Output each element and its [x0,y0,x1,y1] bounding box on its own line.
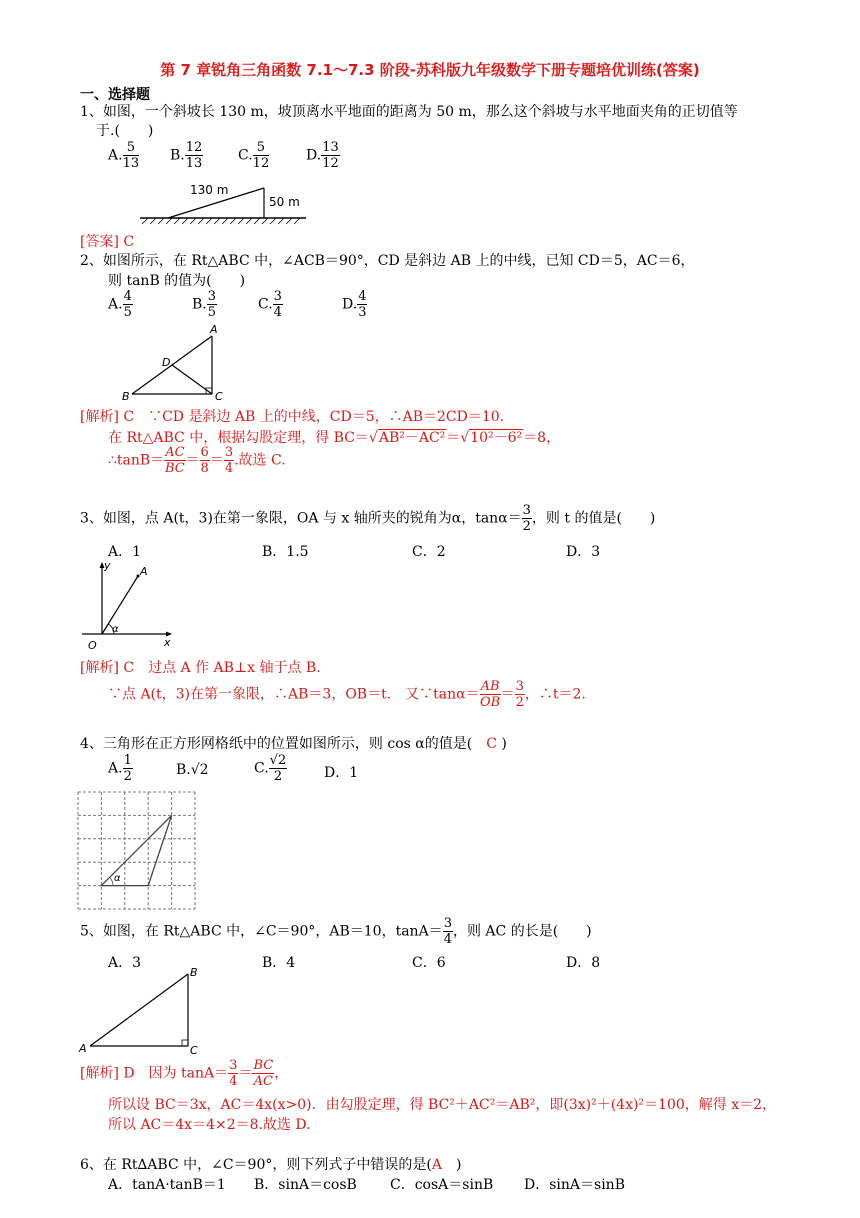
q2-option-a: A. $\frac{4}{5}$ [108,289,132,320]
q1-option-a: A. $\frac{5}{13}$ [108,140,140,171]
q1-stem-line1: 1、如图，一个斜坡长 130 m，坡顶离水平地面的距离为 50 m，那么这个斜坡与水平地面夹角的正切值等 [80,104,738,120]
q1-stem-line2: 于.( ) [96,123,154,139]
q2-fig-label-d: D [162,356,171,369]
q5-fig-label-b: B [190,966,198,979]
q3-fig-origin: O [88,639,97,652]
q5-stem: 5、如图，在 Rt△ABC 中，∠C＝90°，AB＝10，tanA＝ $\frac{3}{4}$ ，则 AC 的长是( ) [80,916,592,947]
q3-option-a: A．1 [108,544,142,560]
q4-stem: 4、三角形在正方形网格纸中的位置如图所示，则 cos α的值是( C ) [80,736,507,752]
q3-coordinate-figure [80,560,180,652]
q3-option-c: C．2 [412,544,446,560]
q5-fig-label-c: C [190,1044,198,1057]
q2-solution-line3: ∴tanB＝ $\frac{AC}{BC}$ ＝ $\frac{6}{8}$ ＝ $\frac{3}{4}$ .故选 C. [108,445,286,476]
q2-option-c: C. $\frac{3}{4}$ [258,289,282,320]
q1-slope-figure [138,178,318,230]
q2-stem-line1: 2、如图所示，在 Rt△ABC 中，∠ACB＝90°，CD 是斜边 AB 上的中线，已知 CD＝5，AC＝6， [80,253,695,269]
q6-option-c: C．cosA＝sinB [390,1177,494,1193]
q2-option-b: B. $\frac{3}{5}$ [192,289,217,320]
q1-option-c: C. $\frac{5}{12}$ [238,140,270,171]
q5-option-b: B．4 [262,955,296,971]
q5-option-c: C．6 [412,955,446,971]
q3-stem: 3、如图，点 A(t，3)在第一象限，OA 与 x 轴所夹的锐角为α，tanα＝ $\frac{3}{2}$ ，则 t 的值是( ) [80,503,656,534]
q3-fig-alpha: α [112,624,119,635]
q5-solution-line3: 所以 AC＝4x＝4×2＝8.故选 D. [108,1117,311,1133]
q3-fig-point-a: A [140,565,148,578]
q3-solution-line1: [解析] C 过点 A 作 AB⊥x 轴于点 B. [80,660,321,676]
q4-option-b: B.√2 [176,762,209,778]
q2-fig-label-b: B [122,390,130,403]
q1-fig-hypotenuse-label: 130 m [190,183,229,197]
section-heading: 一、选择题 [80,87,150,103]
q1-option-d: D. $\frac{13}{12}$ [306,140,339,171]
q1-answer: [答案] C [80,234,135,250]
q3-fig-axis-y: y [104,559,111,572]
q5-fig-label-a: A [79,1042,87,1055]
q6-option-b: B．sinA＝cosB [254,1177,357,1193]
q2-solution-line2: 在 Rt△ABC 中，根据勾股定理，得 BC＝√AB²－AC²＝√10²－6²＝8， [108,430,561,446]
page-title: 第 7 章锐角三角函数 7.1～7.3 阶段-苏科版九年级数学下册专题培优训练(答案) [160,61,700,79]
q5-solution-line1: [解析] D 因为 tanA＝ $\frac{3}{4}$ ＝ $\frac{BC}{AC}$ ， [80,1058,289,1089]
q2-stem-line2: 则 tanB 的值为( ) [108,273,246,289]
q4-option-d: D．1 [324,765,359,781]
q2-fig-label-c: C [215,390,223,403]
q4-option-a: A. $\frac{1}{2}$ [108,753,132,784]
q5-triangle-figure [78,966,208,1056]
q6-option-d: D．sinA＝sinB [524,1177,625,1193]
q6-option-a: A．tanA·tanB＝1 [108,1177,226,1193]
q6-answer: A [431,1157,442,1173]
q3-solution-line2: ∵点 A(t，3)在第一象限，∴AB＝3，OB＝t. 又∵tanα＝ $\frac{AB}{OB}$ ＝ $\frac{3}{2}$ ，∴t＝2. [108,679,586,710]
q5-option-d: D．8 [566,955,601,971]
q4-option-c: C. $\frac{√2}{2}$ [254,753,287,784]
q4-grid-figure [76,790,198,912]
q3-fig-axis-x: x [164,636,171,649]
q1-fig-height-label: 50 m [269,195,300,209]
q5-solution-line2: 所以设 BC＝3x，AC＝4x(x>0)．由勾股定理，得 BC²＋AC²＝AB²，即(3x)²＋(4x)²＝100，解得 x＝2， [108,1097,777,1113]
q3-option-b: B．1.5 [262,544,309,560]
q2-fig-label-a: A [210,323,218,336]
q1-option-b: B. $\frac{12}{13}$ [170,140,203,171]
q5-option-a: A．3 [108,955,142,971]
q2-solution-line1: [解析] C ∵CD 是斜边 AB 上的中线，CD＝5，∴AB＝2CD＝10. [80,409,505,425]
q2-triangle-figure [118,322,238,404]
q4-answer: C [486,736,497,752]
q4-fig-alpha: α [114,873,121,884]
q6-stem: 6、在 Rt∆ABC 中，∠C＝90°，则下列式子中错误的是(A ) [80,1157,462,1173]
q3-option-d: D．3 [566,544,601,560]
q2-option-d: D. $\frac{4}{3}$ [342,289,367,320]
